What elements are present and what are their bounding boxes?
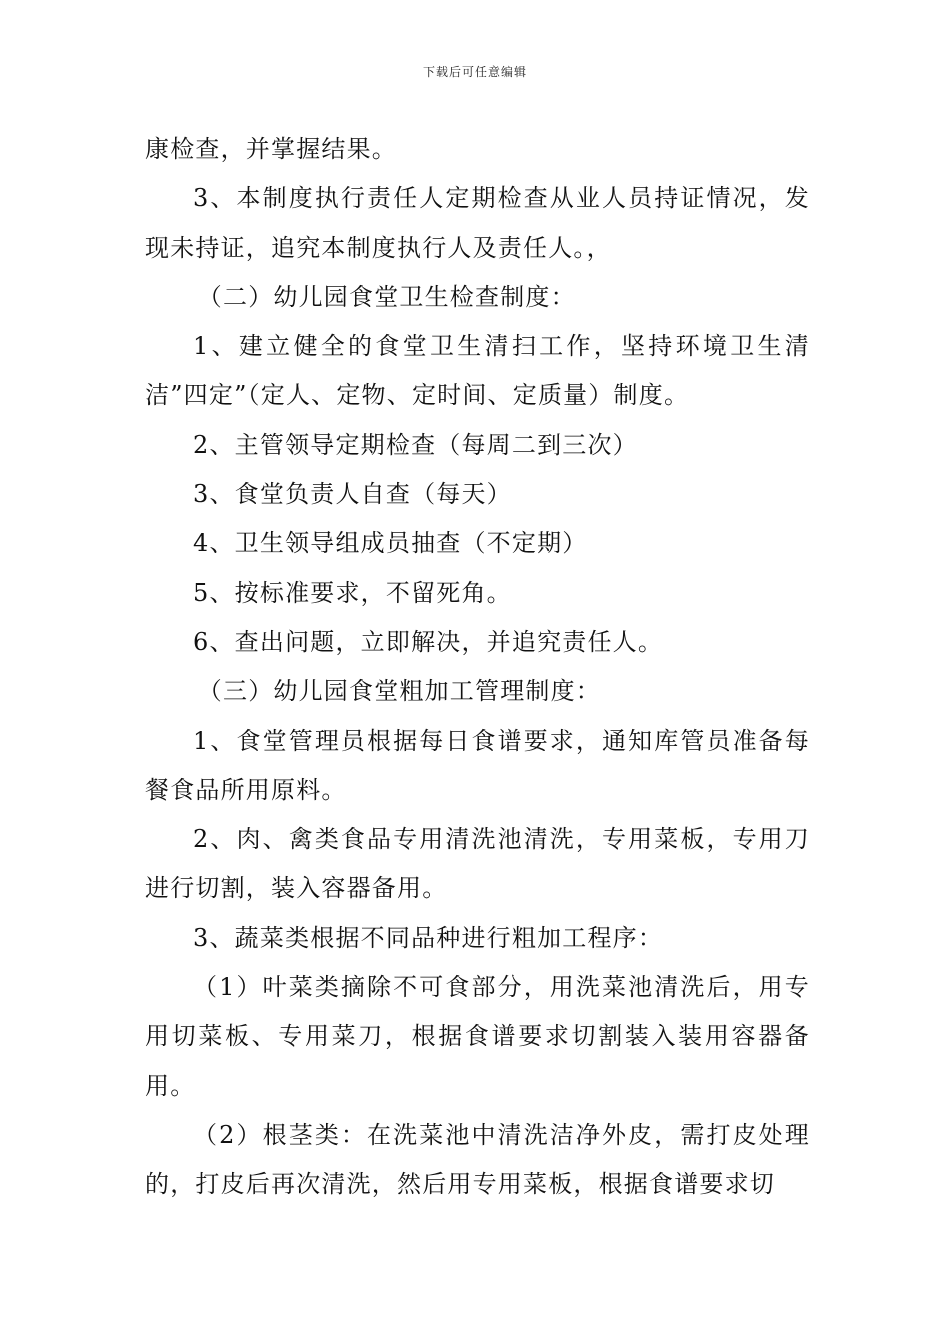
paragraph: 康检查，并掌握结果。 — [145, 135, 397, 163]
list-item: 2、主管领导定期检查（每周二到三次） — [193, 430, 638, 459]
document-body — [145, 125, 810, 1210]
sub-paragraph: （2）根茎类：在洗菜池中清洗洁净外皮，需打皮处理的，打皮后再次清洗，然后用专用菜板，根据食谱要求切 — [145, 1120, 810, 1199]
sub-paragraph: （1）叶菜类摘除不可食部分，用洗菜池清洗后，用专用切菜板、专用菜刀，根据食谱要求切割装入装用容器备用。 — [145, 973, 810, 1100]
list-item: 6、查出问题，立即解决，并追究责任人。 — [193, 627, 664, 656]
section-heading: （三）幼儿园食堂粗加工管理制度： — [197, 677, 601, 706]
paragraph: 1、建立健全的食堂卫生清扫工作，坚持环境卫生清洁”四定”（定人、定物、定时间、定质量）制度。 — [145, 332, 810, 410]
paragraph: 1、食堂管理员根据每日食谱要求，通知库管员准备每餐食品所用原料。 — [145, 726, 810, 804]
section-heading: （二）幼儿园食堂卫生检查制度： — [197, 282, 576, 311]
paragraph: 2、肉、禽类食品专用清洗池清洗，专用菜板，专用刀进行切割，装入容器备用。 — [145, 825, 810, 903]
list-item: 4、卫生领导组成员抽查（不定期） — [193, 529, 588, 558]
list-item: 3、食堂负责人自查（每天） — [193, 480, 512, 509]
paragraph: 3、蔬菜类根据不同品种进行粗加工程序： — [193, 923, 664, 952]
paragraph: 3、本制度执行责任人定期检查从业人员持证情况，发现未持证，追究本制度执行人及责任人。， — [145, 184, 810, 262]
list-item: 5、按标准要求，不留死角。 — [193, 578, 512, 607]
page-header: 下载后可任意编辑 — [422, 65, 527, 79]
